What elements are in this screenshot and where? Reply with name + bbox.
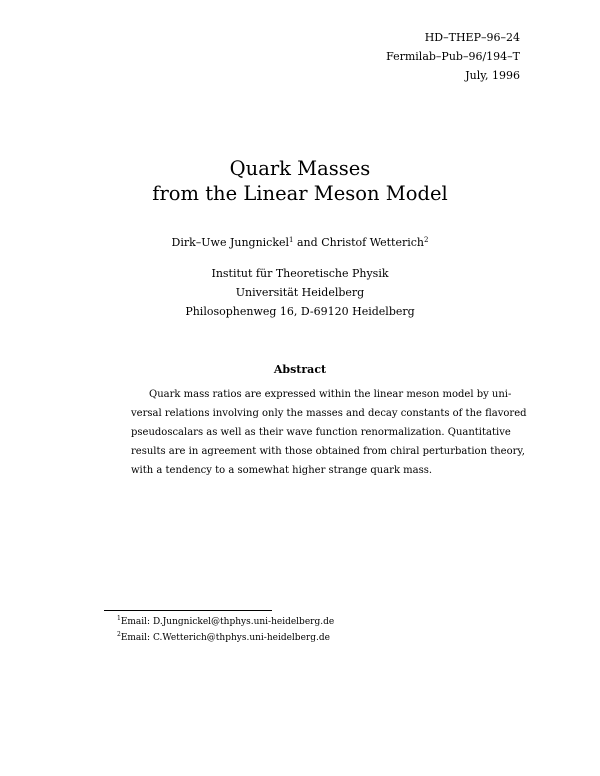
affiliation-university: Universität Heidelberg [235,286,365,299]
abstract-heading: Abstract [273,363,327,376]
affiliation [0,264,600,321]
author-2: Christof Wetterich [321,236,425,249]
author-1: Dirk–Uwe Jungnickel [171,236,290,249]
author-1-footnote-mark: 1 [289,236,294,244]
footnote-2 [117,630,334,646]
footnote-1 [117,614,334,630]
footnote-rule [104,610,272,611]
author-connector: and [293,236,322,249]
paper-title [0,156,600,206]
affiliation-address: Philosophenweg 16, D-69120 Heidelberg [185,305,415,318]
preprint-date: July, 1996 [465,69,520,82]
footnote-mark: 2 [117,631,121,638]
footnotes [117,614,334,646]
title-line-2: from the Linear Meson Model [152,182,448,205]
footnote-email: Email: D.Jungnickel@thphys.uni-heidelberg.de [120,617,335,627]
report-number: HD–THEP–96–24 [424,31,520,44]
footnote-mark: 1 [117,615,121,622]
author-2-footnote-mark: 2 [424,236,429,244]
abstract-line: Quark mass ratios are expressed within the linear meson model by uni- [149,389,512,400]
footnote-email: Email: C.Wetterich@thphys.uni-heidelberg.de [120,633,330,643]
author-list [0,235,600,251]
affiliation-institute: Institut für Theoretische Physik [211,267,389,280]
fermilab-number: Fermilab–Pub–96/194–T [386,50,520,63]
abstract-line: pseudoscalars as well as their wave function renormalization. Quantitative [131,427,511,438]
preprint-info [386,28,520,85]
abstract-body [131,385,527,480]
abstract-line: with a tendency to a somewhat higher strange quark mass. [131,465,433,476]
abstract-line: results are in agreement with those obtained from chiral perturbation theory, [131,446,525,457]
title-line-1: Quark Masses [229,157,371,180]
abstract-line: versal relations involving only the masses and decay constants of the flavored [131,408,527,419]
